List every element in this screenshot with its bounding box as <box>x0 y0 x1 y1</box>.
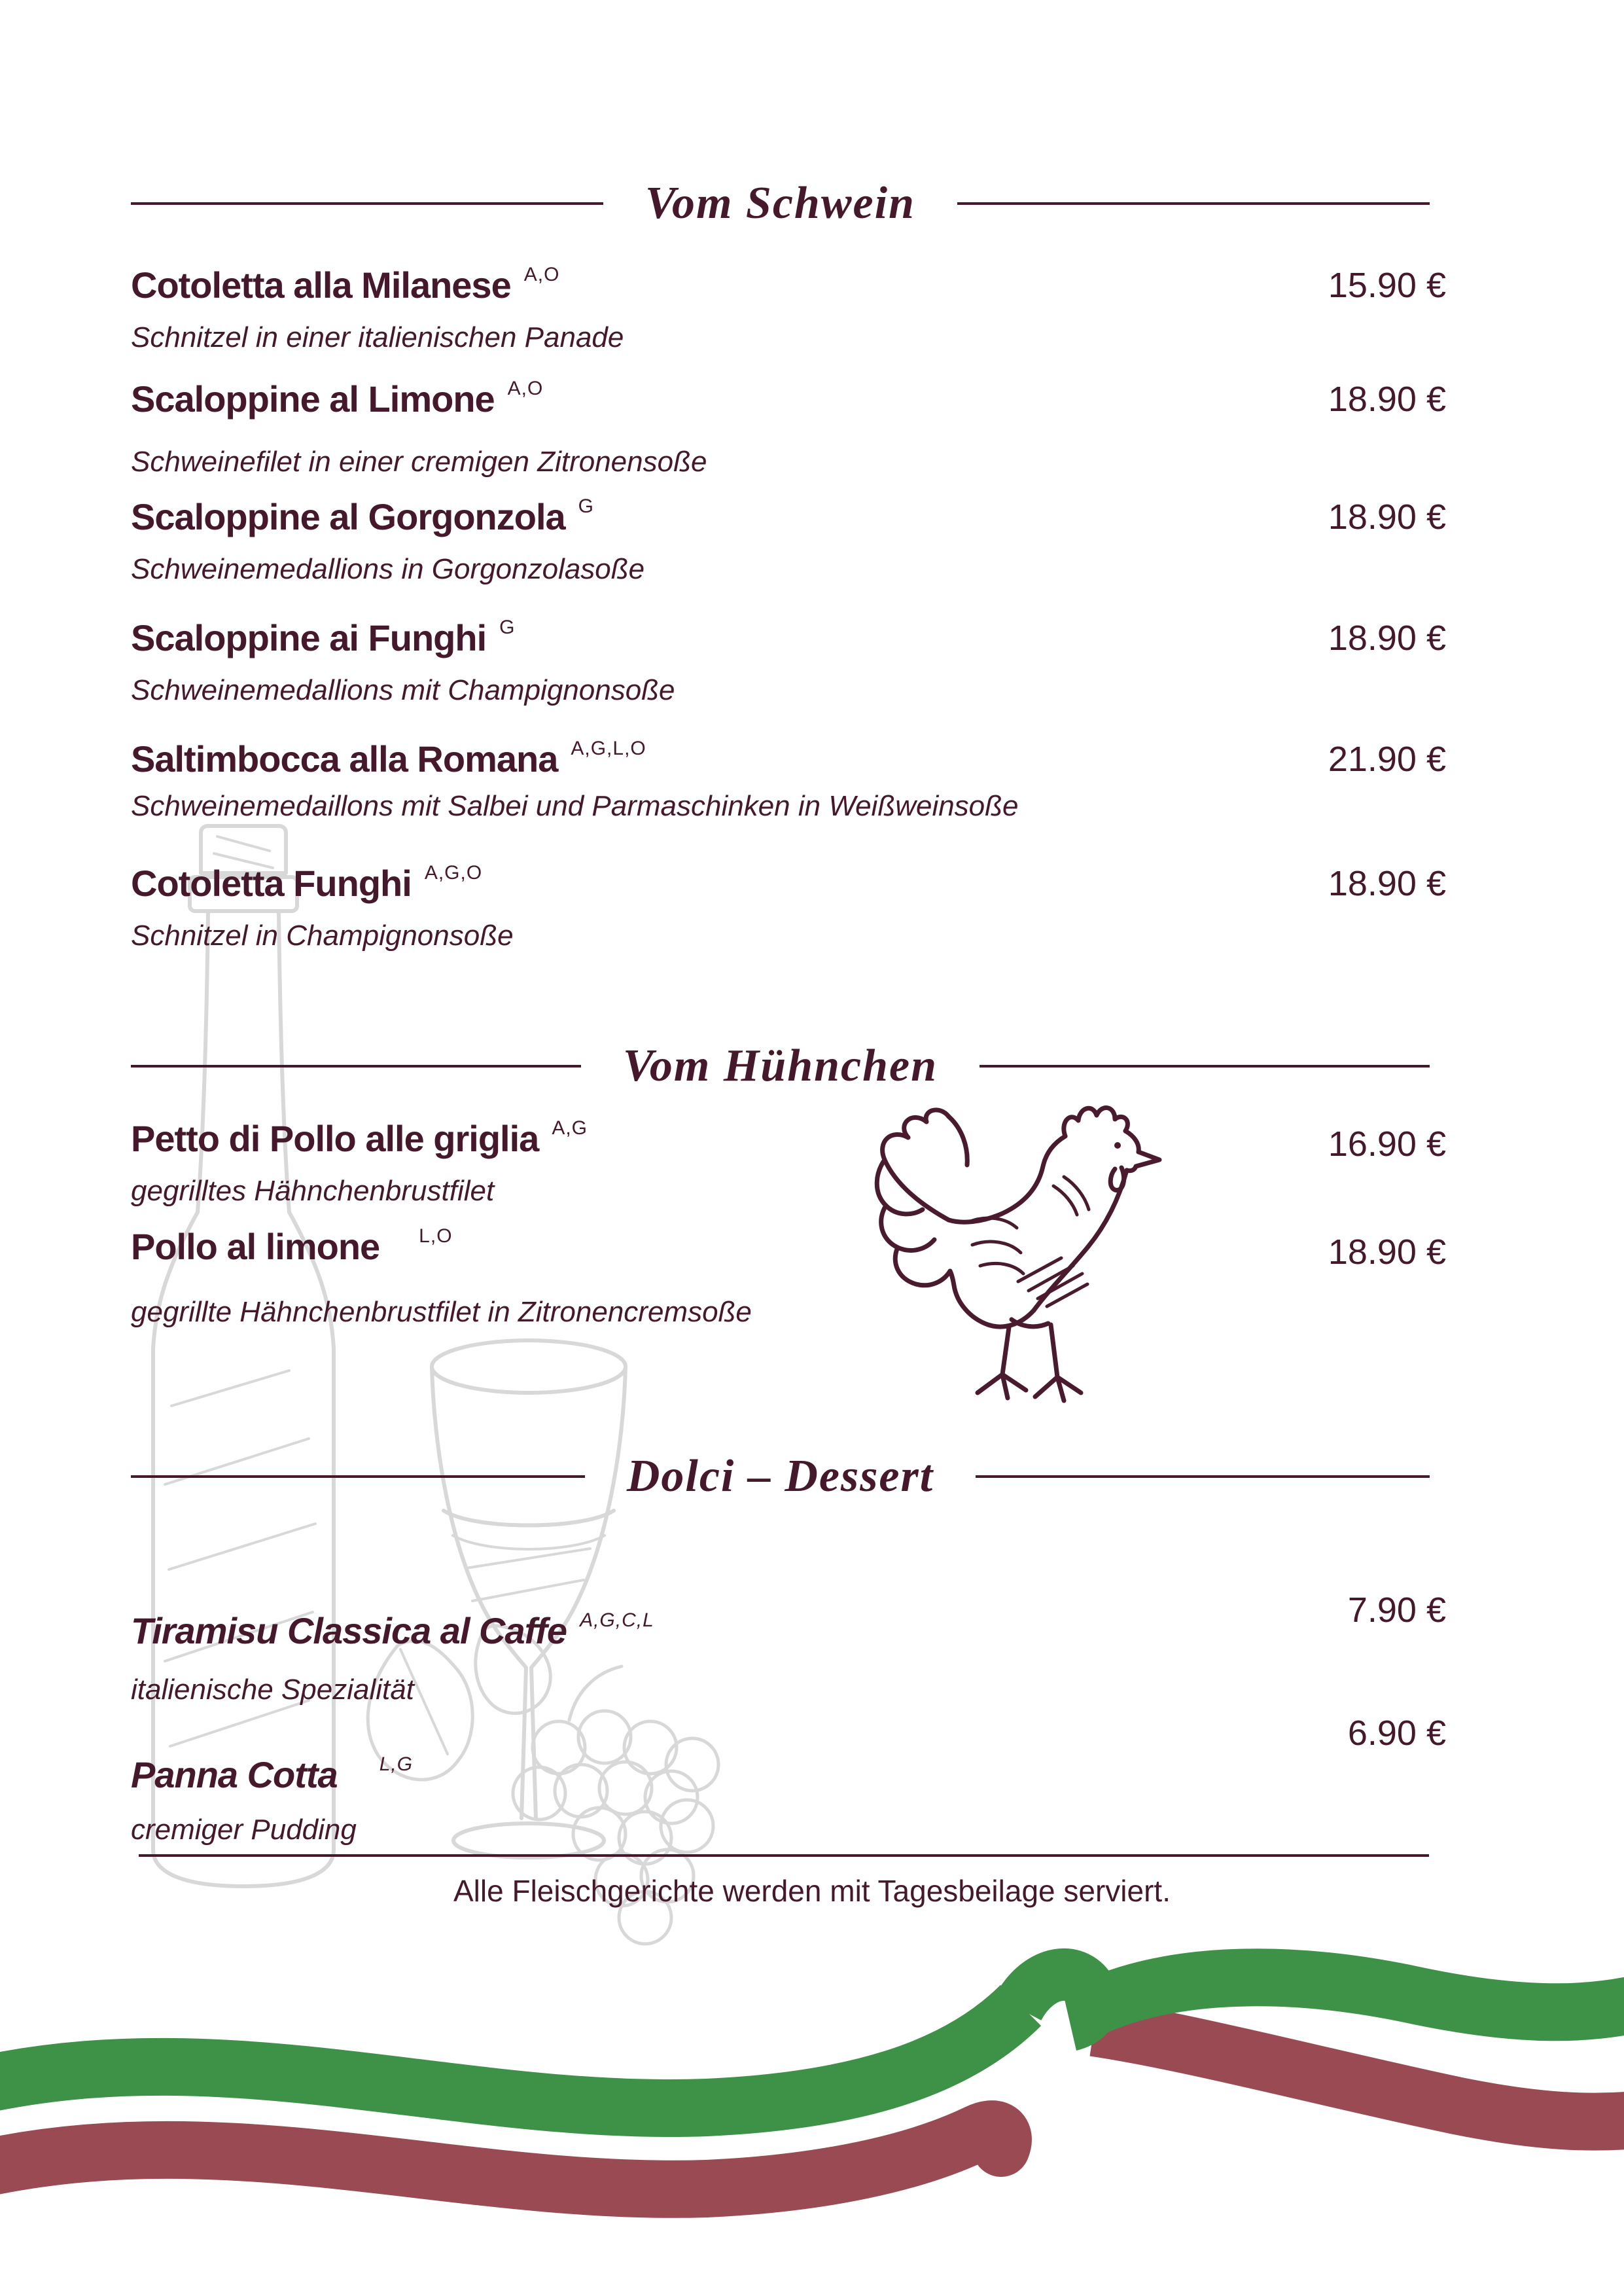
menu-item-name: Cotoletta Funghi A,G,O <box>131 861 514 912</box>
header-rule-right <box>957 202 1430 205</box>
menu-item-description: Schweinefilet in einer cremigen Zitronensoße <box>131 446 707 478</box>
italian-flag-ribbon-icon <box>0 1929 1624 2296</box>
menu-item-name: Pollo al limone L,O <box>131 1225 752 1276</box>
menu-item-description: Schweinemedallions in Gorgonzolasoße <box>131 553 645 585</box>
allergen-codes: L,O <box>419 1225 453 1247</box>
allergen-codes: L,G <box>379 1753 414 1775</box>
header-rule-left <box>131 202 603 205</box>
chicken-icon <box>857 1094 1165 1415</box>
menu-item-name: Saltimbocca alla Romana A,G,L,O <box>131 737 1019 788</box>
menu-item-price: 18.90 € <box>1328 497 1446 537</box>
menu-item-price: 18.90 € <box>1328 1232 1446 1272</box>
menu-item <box>131 263 624 356</box>
menu-item <box>131 1117 588 1210</box>
menu-item-price: 6.90 € <box>1347 1713 1446 1753</box>
menu-item-name: Petto di Pollo alle griglia A,G <box>131 1117 588 1168</box>
menu-item <box>131 1609 654 1708</box>
menu-item-description: cremiger Pudding <box>131 1814 357 1846</box>
footer-divider <box>139 1854 1429 1857</box>
allergen-codes: A,G,L,O <box>571 738 646 759</box>
menu-item-name: Cotoletta alla Milanese A,O <box>131 263 624 314</box>
allergen-codes: A,O <box>507 378 544 399</box>
menu-item-price: 18.90 € <box>1328 380 1446 419</box>
section-title-vom-huehnchen: Vom Hühnchen <box>622 1041 938 1091</box>
header-rule-left <box>131 1475 585 1478</box>
menu-item-name: Scaloppine al Limone A,O <box>131 377 707 428</box>
allergen-codes: G <box>578 495 594 517</box>
menu-item <box>131 737 1019 825</box>
allergen-codes: A,G,O <box>424 862 483 884</box>
section-header-dolci-dessert <box>131 1446 1430 1507</box>
menu-item-description: gegrillte Hähnchenbrustfilet in Zitronencremsoße <box>131 1296 752 1328</box>
menu-item-price: 21.90 € <box>1328 740 1446 779</box>
menu-item-price: 7.90 € <box>1347 1590 1446 1630</box>
menu-item-description: Schweinemedaillons mit Salbei und Parmaschinken in Weißweinsoße <box>131 790 1019 822</box>
menu-item-price: 15.90 € <box>1328 266 1446 305</box>
allergen-codes: A,G,C,L <box>580 1609 654 1631</box>
header-rule-right <box>980 1065 1430 1067</box>
menu-item <box>131 377 707 480</box>
menu-item <box>131 861 514 954</box>
menu-item <box>131 495 644 588</box>
menu-item-name: Panna Cotta L,G <box>131 1753 413 1804</box>
menu-item <box>131 1753 413 1848</box>
menu-item-description: Schnitzel in einer italienischen Panade <box>131 321 624 353</box>
menu-item-price: 16.90 € <box>1328 1124 1446 1164</box>
menu-item-description: Schweinemedallions mit Champignonsoße <box>131 674 675 706</box>
section-title-dolci-dessert: Dolci – Dessert <box>626 1451 934 1501</box>
allergen-codes: G <box>499 617 516 638</box>
menu-item-description: italienische Spezialität <box>131 1674 414 1706</box>
section-title-vom-schwein: Vom Schwein <box>645 178 915 228</box>
menu-item-description: gegrilltes Hähnchenbrustfilet <box>131 1175 495 1207</box>
menu-item-description: Schnitzel in Champignonsoße <box>131 920 514 952</box>
menu-item <box>131 616 675 709</box>
allergen-codes: A,O <box>523 264 560 285</box>
menu-item <box>131 1225 752 1331</box>
section-header-vom-huehnchen <box>131 1036 1430 1096</box>
section-header-vom-schwein <box>131 173 1430 234</box>
menu-item-price: 18.90 € <box>1328 619 1446 658</box>
allergen-codes: A,G <box>552 1117 588 1139</box>
footer-note: Alle Fleischgerichte werden mit Tagesbeilage serviert. <box>453 1874 1171 1908</box>
menu-item-name: Scaloppine ai Funghi G <box>131 616 675 667</box>
menu-item-name: Tiramisu Classica al Caffe A,G,C,L <box>131 1609 654 1660</box>
menu-item-name: Scaloppine al Gorgonzola G <box>131 495 644 546</box>
header-rule-left <box>131 1065 581 1067</box>
menu-item-price: 18.90 € <box>1328 864 1446 903</box>
header-rule-right <box>976 1475 1430 1478</box>
